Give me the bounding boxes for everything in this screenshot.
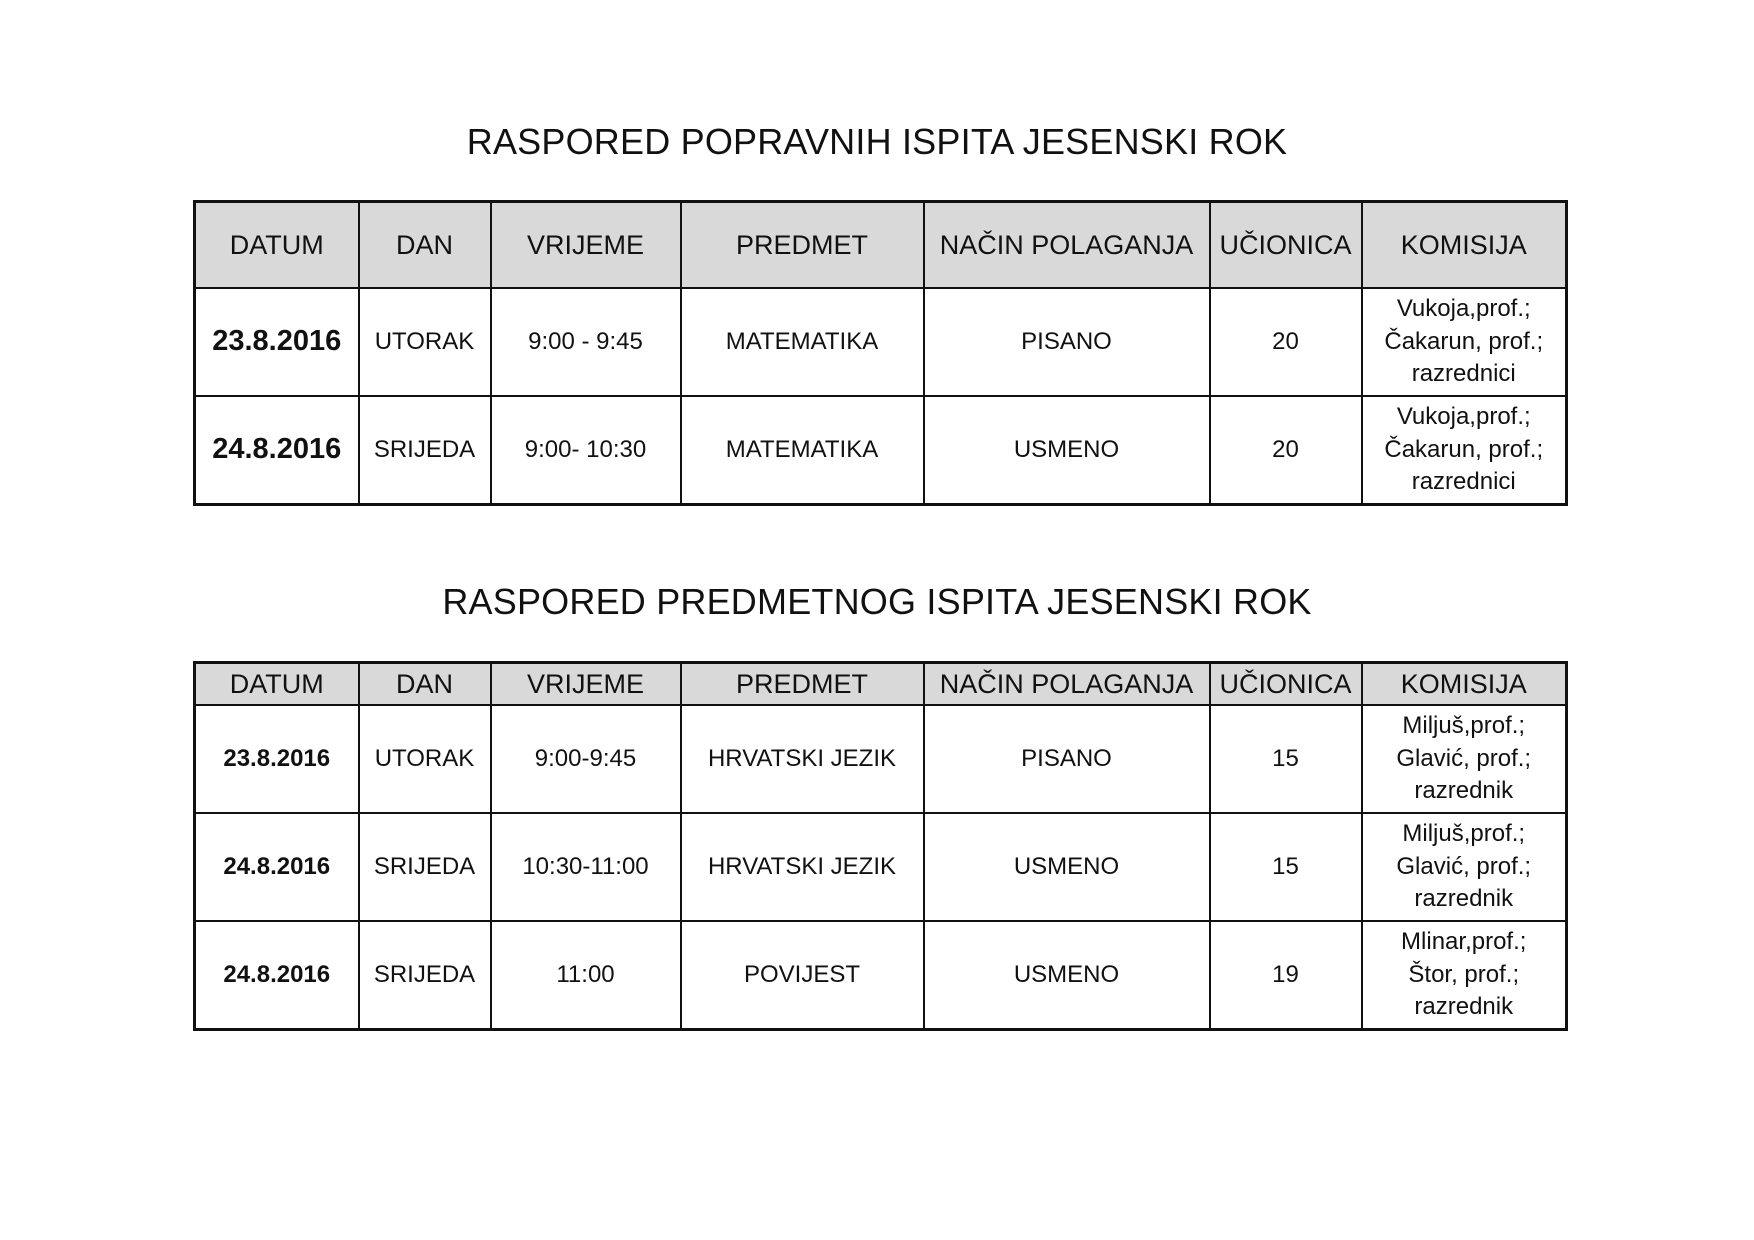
header-room: UČIONICA [1210,202,1362,289]
cell-subject: MATEMATIKA [681,288,924,396]
cell-commission [1362,813,1567,921]
cell-room: 15 [1210,705,1362,813]
commission-line: Mlinar,prof.; [1401,928,1527,956]
commission-line: razrednici [1411,468,1516,496]
cell-subject: POVIJEST [681,921,924,1030]
table-row [195,705,1567,813]
cell-day: SRIJEDA [359,921,491,1030]
commission-line: Čakarun, prof.; [1384,435,1544,463]
cell-method: USMENO [924,813,1210,921]
table-row [195,813,1567,921]
cell-time: 11:00 [491,921,681,1030]
commission-line: Štor, prof.; [1408,960,1520,988]
header-subject: PREDMET [681,663,924,706]
header-time: VRIJEME [491,663,681,706]
cell-time: 10:30-11:00 [491,813,681,921]
cell-commission [1362,921,1567,1030]
cell-date: 23.8.2016 [195,705,359,813]
table-row [195,921,1567,1030]
header-row [195,202,1567,289]
cell-time: 9:00-9:45 [491,705,681,813]
cell-method: USMENO [924,921,1210,1030]
cell-method: USMENO [924,396,1210,505]
header-date: DATUM [195,663,359,706]
cell-time: 9:00 - 9:45 [491,288,681,396]
header-row [195,663,1567,706]
commission-line: Glavić, prof.; [1396,852,1532,880]
header-commission: KOMISIJA [1362,202,1567,289]
table-row [195,288,1567,396]
cell-room: 20 [1210,396,1362,505]
title-subject-exams: RASPORED PREDMETNOG ISPITA JESENSKI ROK [442,581,1312,622]
cell-date: 24.8.2016 [195,396,359,505]
cell-subject: HRVATSKI JEZIK [681,705,924,813]
cell-method: PISANO [924,288,1210,396]
cell-day: UTORAK [359,705,491,813]
commission-line: Miljuš,prof.; [1402,820,1526,848]
cell-room: 20 [1210,288,1362,396]
cell-day: SRIJEDA [359,396,491,505]
cell-room: 19 [1210,921,1362,1030]
table-row [195,396,1567,505]
header-subject: PREDMET [681,202,924,289]
header-room: UČIONICA [1210,663,1362,706]
commission-line: Glavić, prof.; [1396,744,1532,772]
commission-line: razrednik [1414,993,1514,1021]
cell-date: 24.8.2016 [195,813,359,921]
cell-method: PISANO [924,705,1210,813]
commission-line: razrednik [1414,777,1514,805]
cell-date: 24.8.2016 [195,921,359,1030]
header-method: NAČIN POLAGANJA [924,202,1210,289]
header-day: DAN [359,202,491,289]
header-commission: KOMISIJA [1362,663,1567,706]
commission-line: Vukoja,prof.; [1396,295,1531,323]
commission-line: Miljuš,prof.; [1402,712,1526,740]
header-day: DAN [359,663,491,706]
header-method: NAČIN POLAGANJA [924,663,1210,706]
cell-commission [1362,288,1567,396]
header-time: VRIJEME [491,202,681,289]
cell-commission [1362,705,1567,813]
cell-room: 15 [1210,813,1362,921]
title-remedial-exams: RASPORED POPRAVNIH ISPITA JESENSKI ROK [466,121,1288,162]
cell-day: SRIJEDA [359,813,491,921]
commission-line: Vukoja,prof.; [1396,403,1531,431]
remedial-exams-table [193,200,1568,506]
commission-line: Čakarun, prof.; [1384,327,1544,355]
commission-line: razrednici [1411,360,1516,388]
cell-subject: HRVATSKI JEZIK [681,813,924,921]
subject-exams-table [193,661,1568,1031]
commission-line: razrednik [1414,885,1514,913]
cell-subject: MATEMATIKA [681,396,924,505]
cell-day: UTORAK [359,288,491,396]
cell-date: 23.8.2016 [195,288,359,396]
header-date: DATUM [195,202,359,289]
cell-time: 9:00- 10:30 [491,396,681,505]
cell-commission [1362,396,1567,505]
